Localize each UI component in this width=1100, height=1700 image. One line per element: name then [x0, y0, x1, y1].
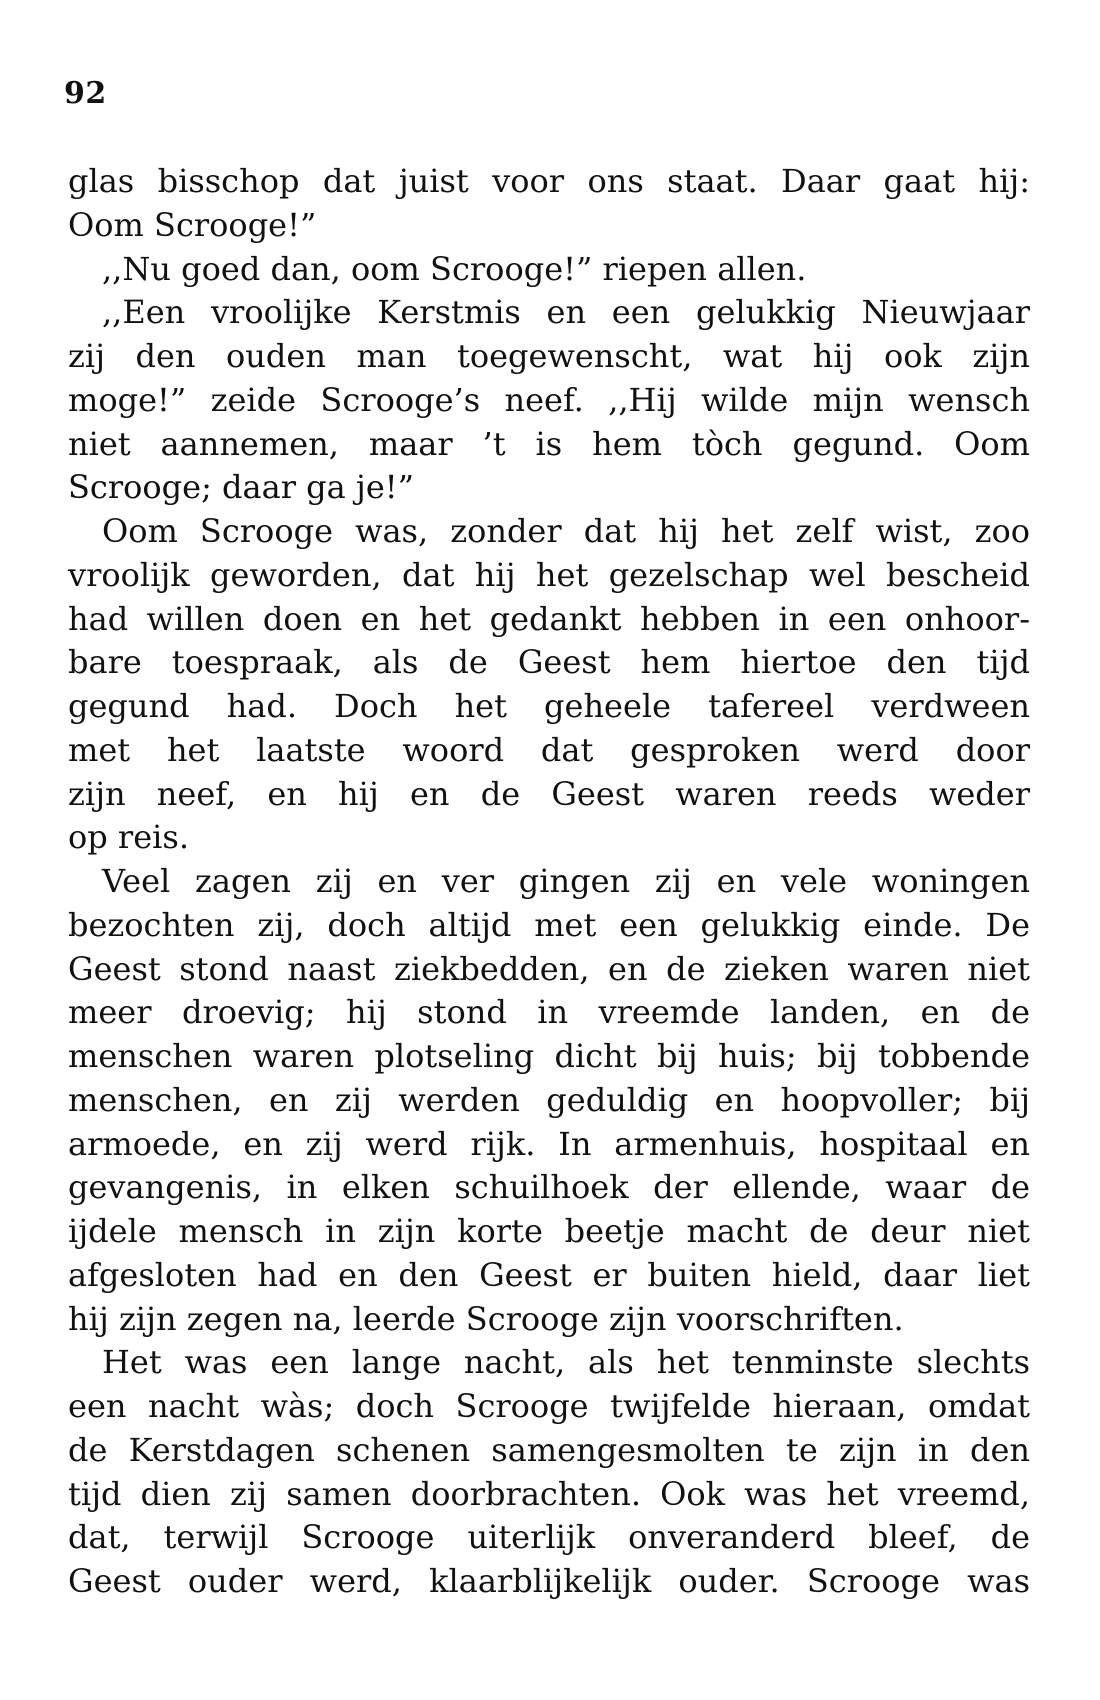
text-line: gegund had. Doch het geheele tafereel verdween [68, 687, 1030, 725]
text-line: bezochten zij, doch altijd met een gelukkig einde. De [68, 905, 1030, 944]
text-line: Het was een lange nacht, als het tenminste slechts [102, 1343, 1030, 1382]
text-line: gevangenis, in elken schuilhoek der ellende, waar de [68, 1168, 1030, 1207]
text-line: bare toespraak, als de Geest hem hiertoe den tijd [68, 643, 1030, 682]
text-line: Oom Scrooge!” [68, 205, 317, 244]
text-line: vroolijk geworden, dat hij het gezelschap wel bescheid [68, 555, 1030, 594]
text-line: ijdele mensch in zijn korte beetje macht de deur niet [68, 1212, 1030, 1250]
text-line: afgesloten had en den Geest er buiten hield, daar liet [68, 1255, 1030, 1294]
text-line: moge!” zeide Scrooge’s neef. ,,Hij wilde mijn wensch [68, 380, 1030, 419]
text-line: niet aannemen, maar ’t is hem tòch gegund. Oom [68, 424, 1030, 463]
text-line: Geest ouder werd, klaarblijkelijk ouder. Scrooge was [68, 1562, 1030, 1600]
text-line: Oom Scrooge was, zonder dat hij het zelf wist, zoo [102, 512, 1030, 550]
text-line: armoede, en zij werd rijk. In armenhuis, hospitaal en [68, 1124, 1030, 1163]
text-line: meer droevig; hij stond in vreemde landen, en de [68, 993, 1030, 1032]
text-line: zijn neef, en hij en de Geest waren reeds weder [68, 774, 1030, 813]
text-line: een nacht wàs; doch Scrooge twijfelde hieraan, omdat [68, 1387, 1030, 1425]
text-line: glas bisschop dat juist voor ons staat. Daar gaat hij: [68, 162, 1030, 200]
text-body [68, 160, 1030, 1604]
text-line: menschen, en zij werden geduldig en hoopvoller; bij [68, 1080, 1030, 1119]
text-line: op reis. [68, 818, 189, 857]
text-line: zij den ouden man toegewenscht, wat hij ook zijn [68, 337, 1030, 375]
text-line: had willen doen en het gedankt hebben in een onhoor- [68, 599, 1030, 638]
text-line: de Kerstdagen schenen samengesmolten te zijn in den [68, 1430, 1030, 1469]
text-line: ,,Een vroolijke Kerstmis en een gelukkig Nieuwjaar [102, 293, 1030, 332]
text-line: hij zijn zegen na, leerde Scrooge zijn voorschriften. [68, 1299, 904, 1338]
text-line: tijd dien zij samen doorbrachten. Ook was het vreemd, [68, 1474, 1030, 1513]
text-line: Scrooge; daar ga je!” [68, 468, 414, 507]
page-number: 92 [64, 76, 107, 111]
text-line: dat, terwijl Scrooge uiterlijk onveranderd bleef, de [68, 1518, 1030, 1557]
text-line: ,,Nu goed dan, oom Scrooge!” riepen allen. [102, 249, 807, 288]
text-line: Geest stond naast ziekbedden, en de zieken waren niet [68, 949, 1030, 988]
text-line: menschen waren plotseling dicht bij huis; bij tobbende [68, 1037, 1030, 1075]
text-line: Veel zagen zij en ver gingen zij en vele woningen [102, 862, 1030, 900]
text-line: met het laatste woord dat gesproken werd door [68, 730, 1030, 769]
